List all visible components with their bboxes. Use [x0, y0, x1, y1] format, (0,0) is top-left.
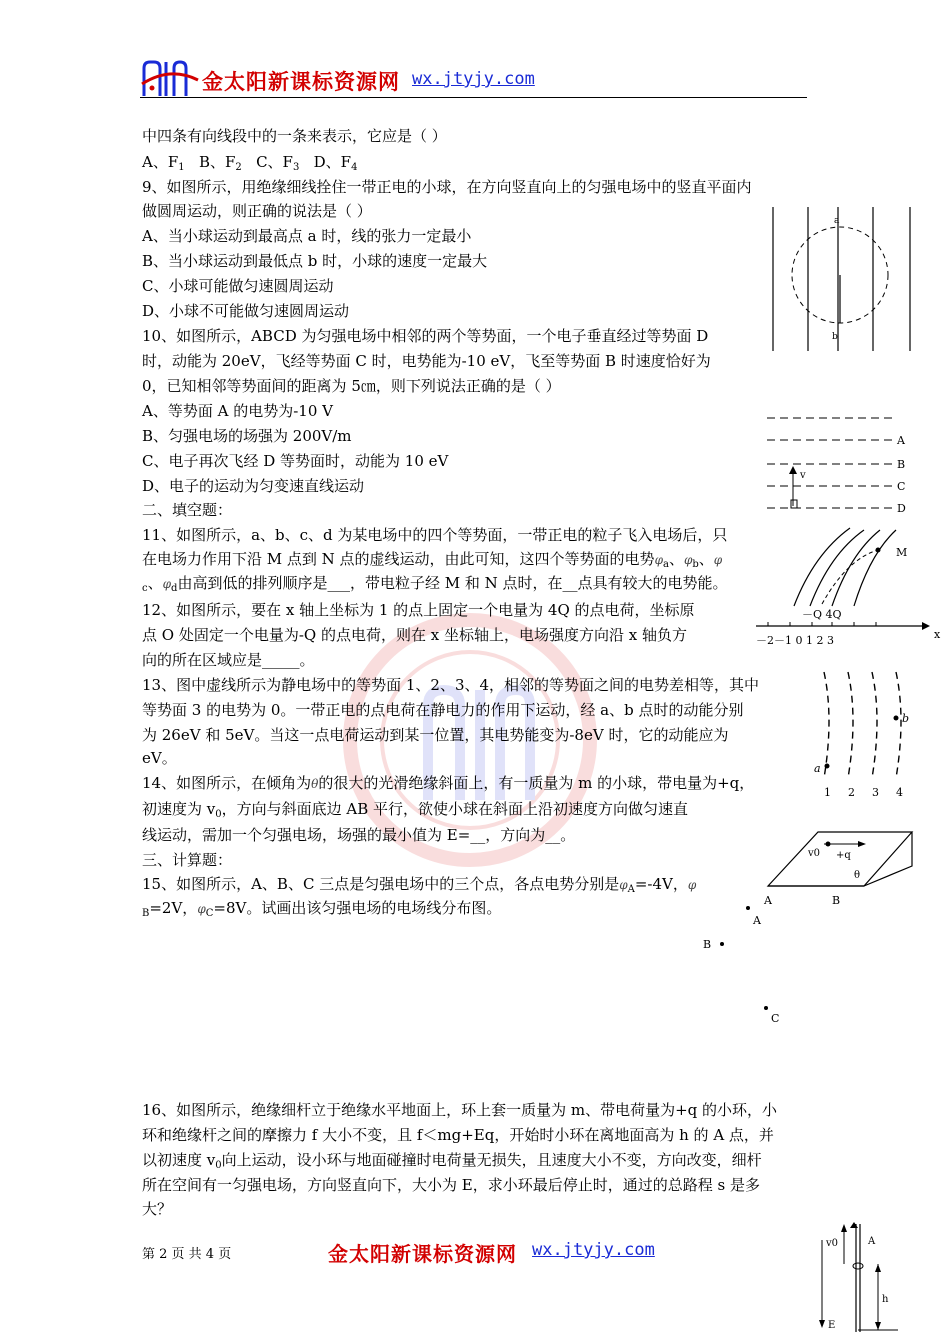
footer-url-link[interactable]: wx.jtyjy.com [532, 1240, 655, 1260]
q14-stem-cont2: 线运动，需加一个匀强电场，场强的最小值为 E=__，方向为__。 [142, 826, 576, 844]
q16-stem-cont3: 所在空间有一匀强电场，方向竖直向下，大小为 E，求小环最后停止时，通过的总路程 s 是多 [142, 1176, 760, 1194]
q9-option-c: C、小球可能做匀速圆周运动 [142, 277, 334, 295]
q9-stem-cont: 做圆周运动，则正确的说法是（ ） [142, 202, 372, 220]
q10-option-b: B、匀强电场的场强为 200V/m [142, 427, 352, 445]
page-number: 第 2 页 共 4 页 [142, 1247, 232, 1262]
q10-option-c: C、电子再次飞经 D 等势面时，动能为 10 eV [142, 452, 449, 470]
q12-stem-cont2: 向的所在区域应是_____。 [142, 651, 315, 669]
label-A: A [764, 894, 772, 907]
label-ticks: －2－1 0 1 2 3 [756, 634, 834, 647]
q15-stem: 15、如图所示，A、B、C 三点是匀强电场中的三个点，各点电势分别是$\varphi_A=-4V$，φ [142, 875, 697, 895]
q13-stem-cont3: eV。 [142, 749, 177, 767]
text-line: 中四条有向线段中的一条来表示，它应是（ ） [142, 127, 447, 145]
q9-stem: 9、如图所示，用绝缘细线拴住一带正电的小球，在方向竖直向上的匀强电场中的竖直平面内 [142, 178, 752, 196]
figure-q14-incline [762, 824, 922, 910]
label-M: M [896, 546, 908, 559]
label-A: A [897, 434, 905, 447]
label-v0: v0 [826, 1238, 839, 1249]
figure-q10-equipotentials [765, 410, 915, 520]
label-charges: －Q 4Q [802, 608, 842, 621]
label-C: C [897, 480, 906, 493]
q10-option-a: A、等势面 A 的电势为-10 V [142, 402, 333, 420]
q14-stem-cont: 初速度为 $v_0$，方向与斜面底边 AB 平行，欲使小球在斜面上沿初速度方向做匀速直 [142, 800, 689, 820]
page-header [140, 58, 810, 100]
header-brand: 金太阳新课标资源网 [202, 70, 400, 94]
q9-option-d: D、小球不可能做匀速圆周运动 [142, 302, 350, 320]
q12-stem-cont: 点 O 处固定一个电量为-Q 的点电荷，则在 x 坐标轴上，电场强度方向沿 x 轴负方 [142, 626, 687, 644]
section-heading-calc: 三、计算题： [142, 851, 233, 869]
q11-stem: 11、如图所示，a、b、c、d 为某电场中的四个等势面，一带正电的粒子飞入电场后，只 [142, 526, 728, 544]
label-b: b [902, 712, 910, 725]
label-x: x [934, 628, 941, 641]
label-B: B [897, 458, 906, 471]
label-3: 3 [872, 786, 879, 799]
q10-stem-cont2: 0，已知相邻等势面间的距离为 5㎝，则下列说法正确的是（ ） [142, 377, 561, 395]
q8-options: A、$F_1$ B、$F_2$ C、$F_3$ D、$F_4$ [142, 153, 358, 173]
figure-q16-rod [818, 1220, 914, 1338]
label-D: D [897, 502, 906, 515]
q10-stem-cont: 时，动能为 20eV，飞经等势面 C 时，电势能为-10 eV，飞至等势面 B 时速度恰好为 [142, 352, 711, 370]
label-E: E [828, 1320, 836, 1331]
label-theta: θ [854, 870, 861, 881]
label-h: h [882, 1294, 889, 1305]
label-4: 4 [896, 786, 903, 799]
q9-option-a: A、当小球运动到最高点 a 时，线的张力一定最小 [142, 227, 472, 245]
q9-option-b: B、当小球运动到最低点 b 时，小球的速度一定最大 [142, 252, 488, 270]
figure-q13-equipotentials [810, 668, 920, 800]
q16-stem-cont4: 大？ [142, 1200, 173, 1218]
label-C: C [771, 1012, 780, 1025]
q11-stem-cont: 在电场力作用下沿 M 点到 N 点的虚线运动，由此可知，这四个等势面的电势$\varphi_a$、$\varphi_b$、φ [142, 550, 723, 570]
figure-q15-points [695, 900, 795, 1030]
label-A: A [753, 914, 761, 927]
header-divider [140, 97, 807, 98]
label-b: b [832, 332, 838, 342]
q14-stem: 14、如图所示，在倾角为θ的很大的光滑绝缘斜面上，有一质量为 m 的小球，带电量为+q， [142, 774, 755, 792]
label-B: B [703, 938, 712, 951]
q16-stem-cont: 环和绝缘杆之间的摩擦力 f 大小不变，且 f＜mg+Eq，开始时小环在离地面高为 h 的 A 点，并 [142, 1126, 774, 1144]
q16-stem: 16、如图所示，绝缘细杆立于绝缘水平地面上，环上套一质量为 m、带电荷量为+q 的小环，小 [142, 1101, 778, 1119]
figure-q12-x-axis [754, 604, 946, 652]
label-a: a [814, 762, 821, 775]
label-a: a [834, 216, 840, 226]
label-v: v [800, 470, 806, 481]
q12-stem: 12、如图所示，要在 x 轴上坐标为 1 的点上固定一个电量为 4Q 的点电荷，坐标原 [142, 601, 695, 619]
label-1: 1 [824, 786, 831, 799]
publisher-logo [140, 58, 200, 100]
q13-stem: 13、图中虚线所示为静电场中的等势面 1、2、3、4，相邻的等势面之间的电势差相等，其中 [142, 676, 760, 694]
q13-stem-cont: 等势面 3 的电势为 0。一带正电的点电荷在静电力的作用下运动，经 a、b 点时的动能分别 [142, 701, 744, 719]
q10-option-d: D、电子的运动为匀变速直线运动 [142, 477, 365, 495]
q15-stem-cont: $_B$=2V，$\varphi_C=8V$。试画出该匀强电场的电场线分布图。 [142, 899, 502, 919]
figure-q9-circular-motion [768, 205, 918, 355]
label-v0: v0 [808, 848, 821, 859]
q13-stem-cont2: 为 26eV 和 5eV。当这一点电荷运动到某一位置，其电势能变为-8eV 时，它的动能应为 [142, 726, 729, 744]
q11-stem-cont2: $_c$、$\varphi_d$由高到低的排列顺序是___，带电粒子经 M 和 N 点时，在__点具有较大的电势能。 [142, 574, 728, 594]
header-url-link[interactable]: wx.jtyjy.com [412, 69, 535, 89]
label-2: 2 [848, 786, 855, 799]
label-B: B [832, 894, 841, 907]
q10-stem: 10、如图所示，ABCD 为匀强电场中相邻的两个等势面，一个电子垂直经过等势面 D [142, 327, 709, 345]
figure-q11-curved-equipotentials [792, 524, 912, 609]
section-heading-fill: 二、填空题： [142, 501, 233, 519]
footer-brand: 金太阳新课标资源网 [328, 1242, 517, 1266]
label-q: +q [836, 850, 851, 861]
q16-stem-cont2: 以初速度 $v_0$向上运动，设小环与地面碰撞时电荷量无损失，且速度大小不变，方向改变，细杆 [142, 1151, 762, 1171]
label-A: A [868, 1236, 876, 1247]
